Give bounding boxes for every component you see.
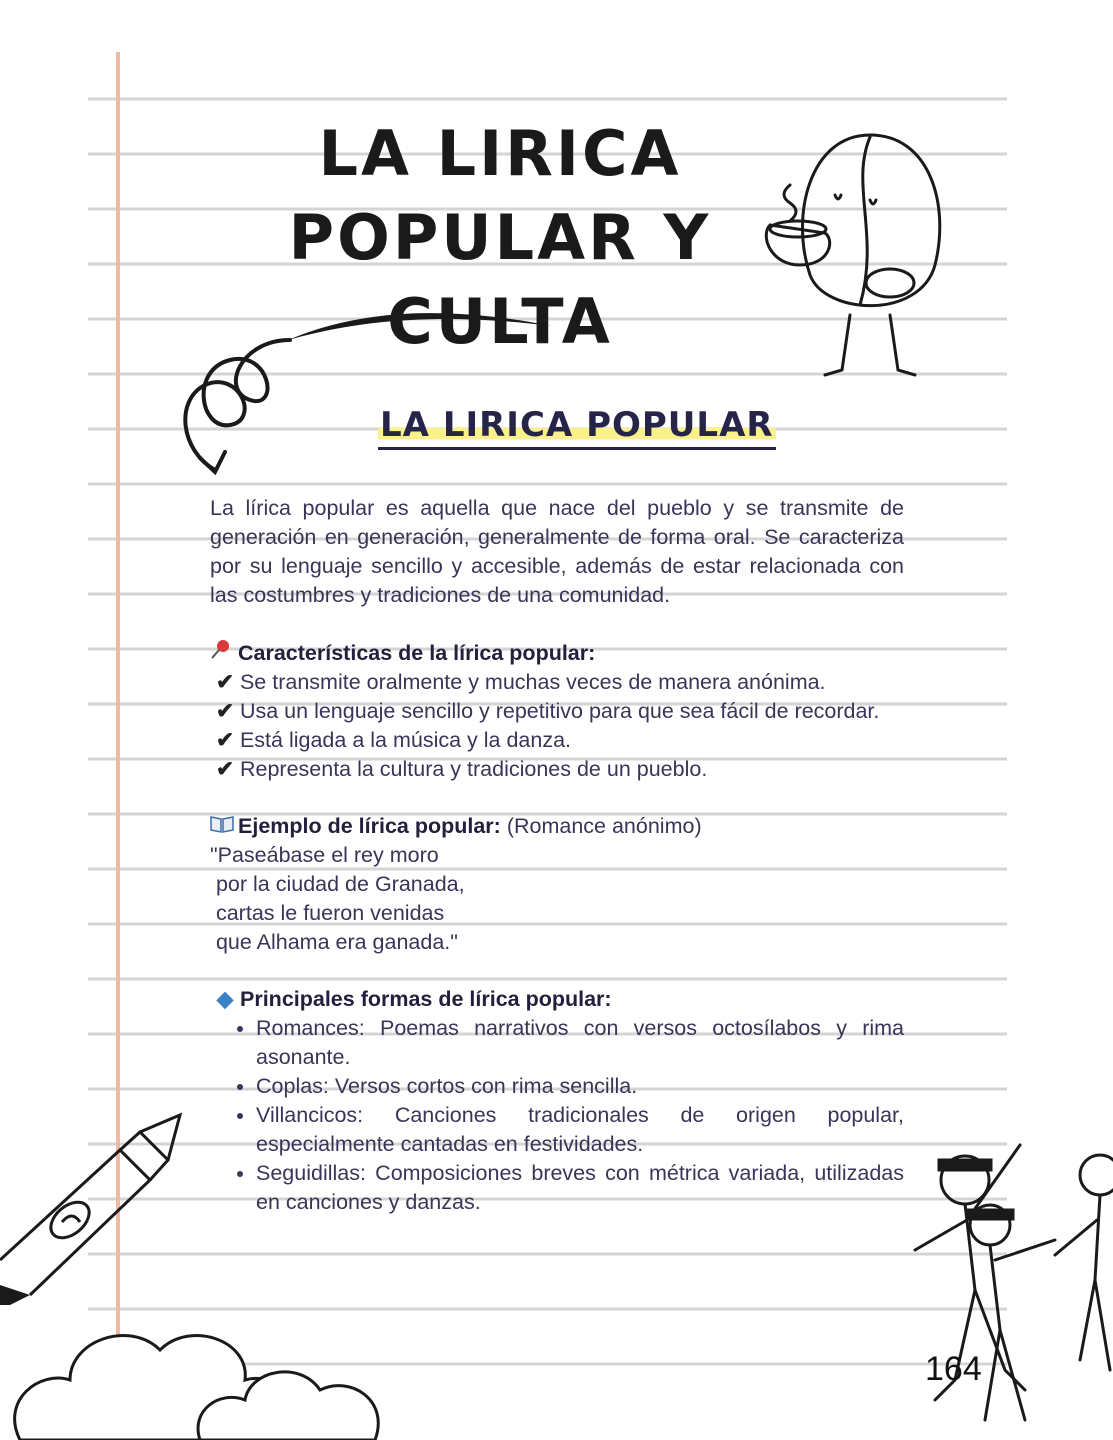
characteristics-heading [210,638,904,668]
check-mark-icon: ✔ [210,670,240,694]
brush-stroke-decoration [280,298,560,348]
main-content [210,494,904,1217]
example-section [210,812,904,957]
characteristics-heading-text: Características de la lírica popular: [238,641,596,665]
swirl-arrow-icon [170,330,310,480]
coffee-bean-character-illustration [750,125,970,385]
example-heading-text: Ejemplo de lírica popular: [238,814,501,838]
page-title: LA LIRICA POPULAR Y CULTA [288,117,712,358]
list-item: ✔ Representa la cultura y tradiciones de un pueblo. [210,757,708,781]
list-item: • Coplas: Versos cortos con rima sencilla. [256,1072,904,1101]
list-item: ✔ Está ligada a la música y la danza. [210,728,572,752]
blue-diamond-icon: ◆ [216,987,234,1011]
open-book-icon [210,812,238,841]
intro-paragraph: La lírica popular es aquella que nace del pueblo y se transmite de generación en generación, generalmente de forma oral. Se caracteriza por su lenguaje sencillo y accesible, además de estar relacionada con las costumbres y tradiciones de una comunidad. [210,496,904,607]
check-mark-icon: ✔ [210,757,240,781]
pushpin-icon [210,638,238,668]
example-note: (Romance anónimo) [506,814,702,838]
page-number: 164 [925,1350,982,1388]
forms-section [210,985,904,1217]
forms-heading-text: Principales formas de lírica popular: [240,987,612,1011]
forms-list [210,1014,904,1217]
verse-line: por la ciudad de Granada, [210,872,465,896]
list-item: ✔ Usa un lenguaje sencillo y repetitivo para que sea fácil de recordar. [210,699,880,723]
section-subtitle: LA LIRICA POPULAR [378,405,776,450]
verse-line: "Paseábase el rey moro [210,843,439,867]
list-item: • Seguidillas: Composiciones breves con métrica variada, utilizadas en canciones y danzas. [256,1159,904,1217]
check-mark-icon: ✔ [210,728,240,752]
verse-line: que Alhama era ganada." [210,930,458,954]
example-heading [210,812,904,841]
dancers-illustration [905,1130,1113,1440]
cloud-illustration [0,1250,420,1440]
forms-heading [210,985,904,1014]
characteristics-section [210,638,904,784]
list-item: • Villancicos: Canciones tradicionales de origen popular, especialmente cantadas en festividades. [256,1101,904,1159]
list-item: ✔ Se transmite oralmente y muchas veces de manera anónima. [210,670,826,694]
verse-line: cartas le fueron venidas [210,901,445,925]
check-mark-icon: ✔ [210,699,240,723]
list-item: • Romances: Poemas narrativos con versos octosílabos y rima asonante. [256,1014,904,1072]
